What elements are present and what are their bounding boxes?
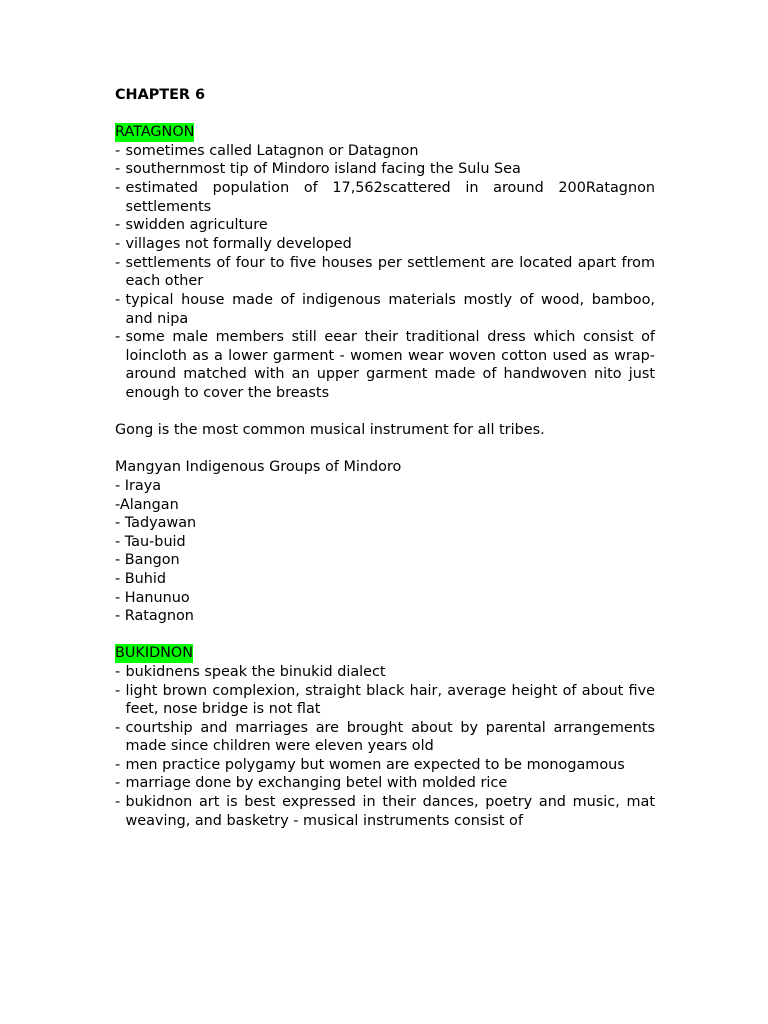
ratagnon-item: - some male members still eear their traditional dress which consist of loincloth as a lower garment - women wear woven cotton used as wrap-around matched with an upper garment made of handwoven nito just enough to cover the breasts [115, 328, 655, 402]
mangyan-group-item: - Tau-buid [115, 533, 186, 550]
ratagnon-item: - sometimes called Latagnon or Datagnon [115, 142, 655, 161]
gong-note: Gong is the most common musical instrument for all tribes. [115, 422, 545, 439]
ratagnon-item: - swidden agriculture [115, 216, 655, 235]
mangyan-group-item: -Alangan [115, 496, 179, 513]
ratagnon-item: - settlements of four to five houses per settlement are located apart from each other [115, 254, 655, 291]
bukidnon-item: - marriage done by exchanging betel with molded rice [115, 774, 655, 793]
chapter-title: CHAPTER 6 [115, 87, 206, 103]
bukidnon-item: - bukidnens speak the binukid dialect [115, 663, 655, 682]
mangyan-group-item: - Hanunuo [115, 589, 190, 606]
mangyan-group-item: - Buhid [115, 570, 167, 587]
bukidnon-item: - light brown complexion, straight black hair, average height of about five feet, nose bridge is not flat [115, 682, 655, 719]
mangyan-group-item: - Bangon [115, 552, 180, 569]
ratagnon-item: - southernmost tip of Mindoro island facing the Sulu Sea [115, 160, 655, 179]
ratagnon-item: - villages not formally developed [115, 235, 655, 254]
bukidnon-heading: BUKIDNON [115, 645, 194, 662]
ratagnon-section [115, 123, 655, 402]
ratagnon-item: - typical house made of indigenous materials mostly of wood, bamboo, and nipa [115, 291, 655, 328]
ratagnon-heading: RATAGNON [115, 124, 195, 141]
mangyan-heading: Mangyan Indigenous Groups of Mindoro [115, 459, 402, 476]
mangyan-group-item: - Ratagnon [115, 608, 194, 625]
mangyan-group-item: - Tadyawan [115, 515, 197, 532]
mangyan-group-item: - Iraya [115, 477, 162, 494]
bukidnon-item: - courtship and marriages are brought about by parental arrangements made since children were eleven years old [115, 719, 655, 756]
ratagnon-item: - estimated population of 17,562scattered in around 200Ratagnon settlements [115, 179, 655, 216]
bukidnon-section [115, 644, 655, 830]
document-body [115, 86, 655, 830]
mangyan-section [115, 458, 655, 625]
bukidnon-item: - men practice polygamy but women are expected to be monogamous [115, 756, 655, 775]
bukidnon-item: - bukidnon art is best expressed in their dances, poetry and music, mat weaving, and basketry - musical instruments consist of [115, 793, 655, 830]
